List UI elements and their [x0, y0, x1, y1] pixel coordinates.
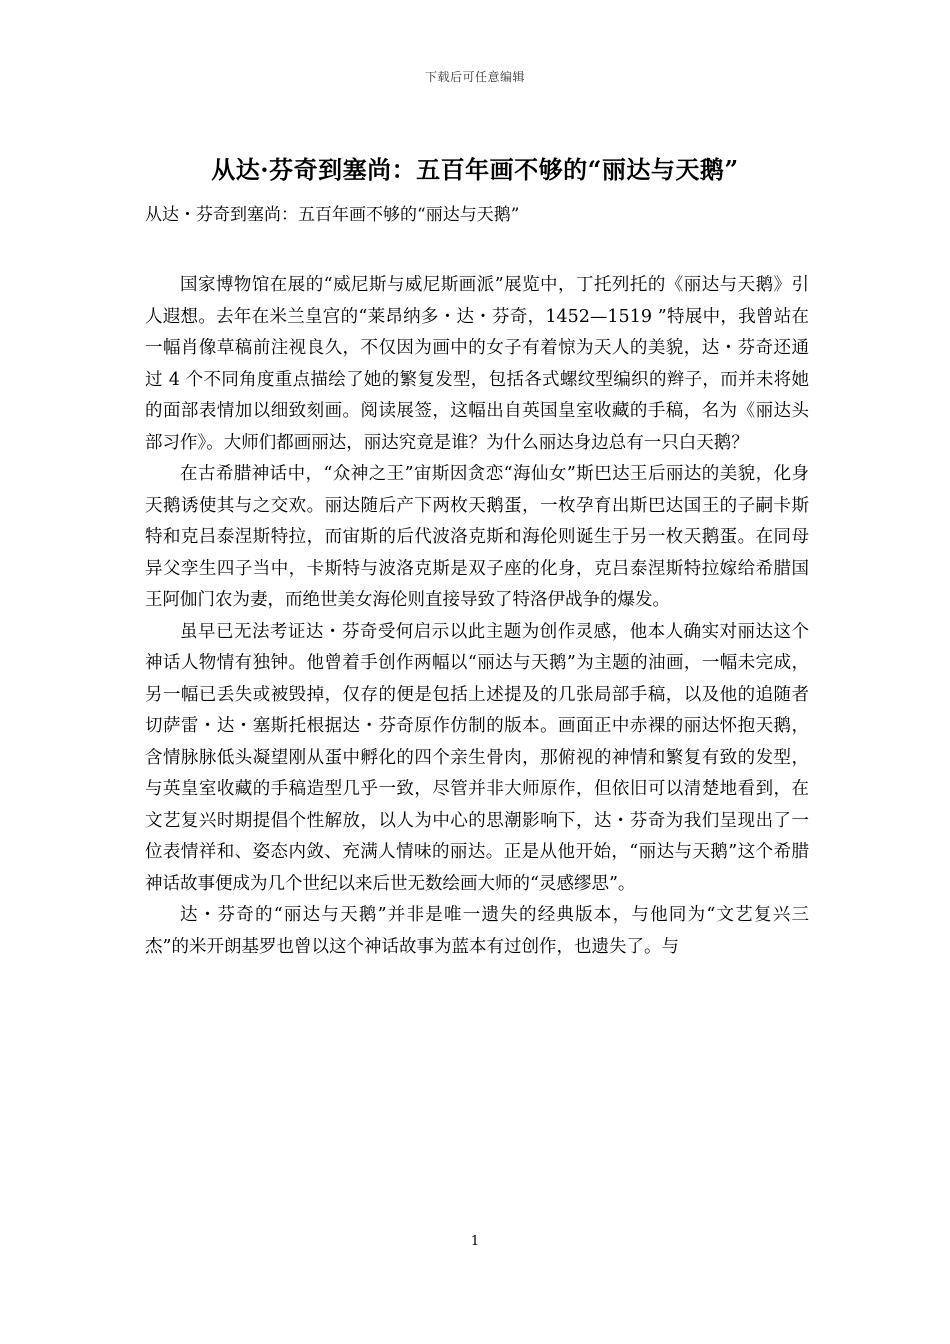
- paragraph-1: 国家博物馆在展的“威尼斯与威尼斯画派”展览中，丁托列托的《丽达与天鹅》引人遐想。去年在米兰皇宫的“莱昂纳多・达・芬奇，1452—1519 ”特展中，我曾站在一幅肖像草稿前注视良久，不仅因为画中的女子有着惊为天人的美貌，达・芬奇还通过 4 个不同角度重点描绘了她的繁复发型，包括各式螺纹型编织的辫子，而并未将她的面部表情加以细致刻画。阅读展签，这幅出自英国皇室收藏的手稿，名为《丽达头部习作》。大师们都画丽达，丽达究竟是谁？为什么丽达身边总有一只白天鹅？: [145, 275, 809, 453]
- paragraph-4: 达・芬奇的“丽达与天鹅”并非是唯一遗失的经典版本，与他同为“文艺复兴三杰”的米开朗基罗也曾以这个神话故事为蓝本有过创作，也遗失了。与: [145, 905, 809, 957]
- article-body: [145, 270, 809, 963]
- paragraph-2: 在古希腊神话中，“众神之王”宙斯因贪恋“海仙女”斯巴达王后丽达的美貌，化身天鹅诱使其与之交欢。丽达随后产下两枚天鹅蛋，一枚孕育出斯巴达国王的子嗣卡斯特和克吕泰涅斯特拉，而宙斯的后代波洛克斯和海伦则诞生于另一枚天鹅蛋。在同母异父孪生四子当中，卡斯特与波洛克斯是双子座的化身，克吕泰涅斯特拉嫁给希腊国王阿伽门农为妻，而绝世美女海伦则直接导致了特洛伊战争的爆发。: [145, 464, 809, 610]
- document-title: 从达·芬奇到塞尚：五百年画不够的“丽达与天鹅”: [211, 155, 739, 184]
- header-note: 下载后可任意编辑: [424, 70, 525, 84]
- paragraph-3: 虽早已无法考证达・芬奇受何启示以此主题为创作灵感，他本人确实对丽达这个神话人物情有独钟。他曾着手创作两幅以“丽达与天鹅”为主题的油画，一幅未完成，另一幅已丢失或被毁掉，仅存的便是包括上述提及的几张局部手稿，以及他的追随者切萨雷・达・塞斯托根据达・芬奇原作仿制的版本。画面正中赤裸的丽达怀抱天鹅，含情脉脉低头凝望刚从蛋中孵化的四个亲生骨肉，那俯视的神情和繁复有致的发型，与英皇室收藏的手稿造型几乎一致，尽管并非大师原作，但依旧可以清楚地看到，在文艺复兴时期提倡个性解放，以人为中心的思潮影响下，达・芬奇为我们呈现出了一位表情祥和、姿态内敛、充满人情味的丽达。正是从他开始，“丽达与天鹅”这个希腊神话故事便成为几个世纪以来后世无数绘画大师的“灵感缪思”。: [145, 621, 809, 894]
- page-number: 1: [470, 1234, 480, 1249]
- document-subtitle: 从达・芬奇到塞尚：五百年画不够的“丽达与天鹅”: [145, 205, 520, 225]
